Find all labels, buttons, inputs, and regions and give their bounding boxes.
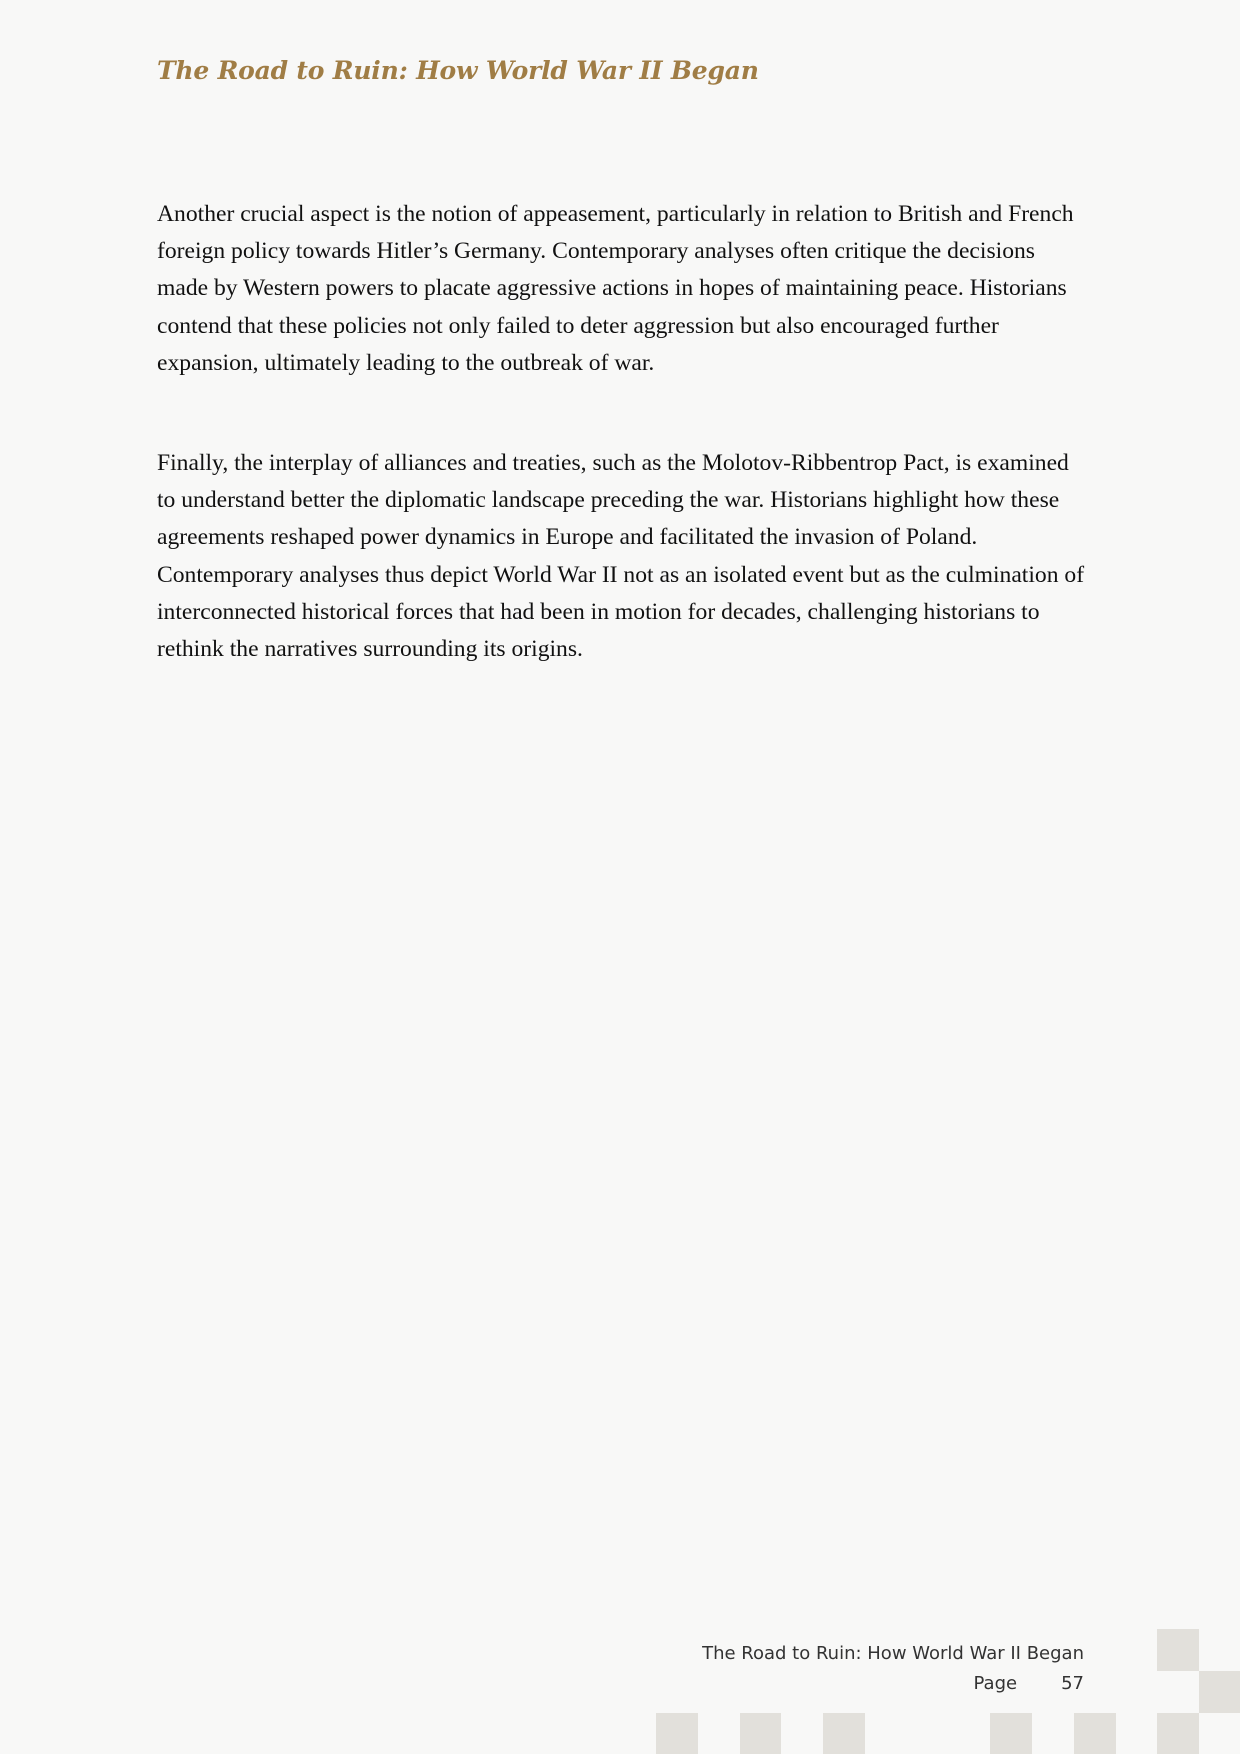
page-footer [702,1639,1084,1699]
page-number: 57 [1061,1673,1084,1694]
body-text [157,196,1087,731]
footer-book-title: The Road to Ruin: How World War II Began [702,1643,1084,1664]
page-label: Page [973,1673,1018,1694]
paragraph: Another crucial aspect is the notion of appeasement, particularly in relation to British and French foreign policy towards Hitler’s Germany. Contemporary analyses often critique the decisions made by Western powers to placate aggressive actions in hopes of maintaining peace. Historians contend that these policies not only failed to deter aggression but also encouraged further expansion, ultimately leading to the outbreak of war. [157,201,1074,376]
decorative-square [740,1713,781,1754]
decorative-square [1157,1629,1199,1671]
decorative-square [1199,1671,1240,1713]
decorative-square [1074,1713,1116,1754]
running-header-title: The Road to Ruin: How World War II Began [157,56,759,85]
footer-page-row [702,1669,1084,1699]
decorative-square [1157,1713,1199,1754]
paragraph: Finally, the interplay of alliances and treaties, such as the Molotov-Ribbentrop Pact, is examined to understand better the diplomatic landscape preceding the war. Historians highlight how these agreements reshaped power dynamics in Europe and facilitated the invasion of Poland. Contemporary analyses thus depict World War II not as an isolated event but as the culmination of interconnected historical forces that had been in motion for decades, challenging historians to rethink the narratives surrounding its origins. [157,450,1085,663]
decorative-square [656,1713,698,1754]
decorative-square [823,1713,865,1754]
decorative-square [990,1713,1032,1754]
